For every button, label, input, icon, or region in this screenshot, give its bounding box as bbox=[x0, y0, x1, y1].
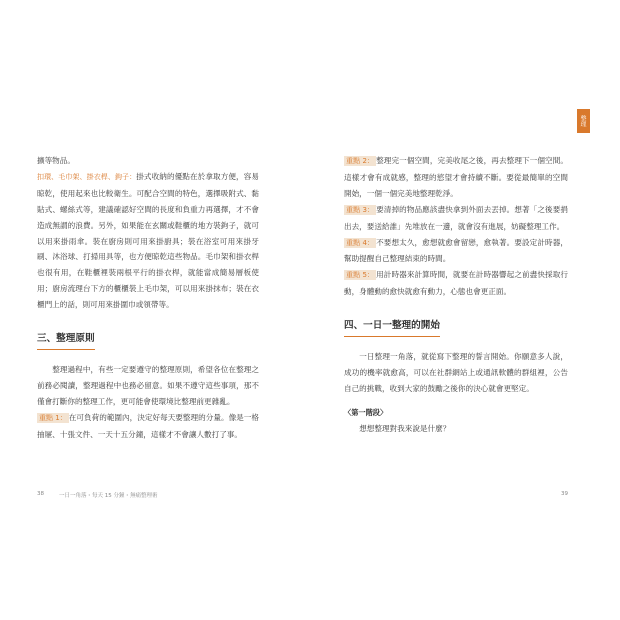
section-heading-principles: 三、整理原則 bbox=[37, 333, 95, 350]
point-3-paragraph bbox=[344, 202, 568, 235]
point-4-paragraph bbox=[344, 235, 568, 268]
right-text-column bbox=[344, 153, 568, 437]
chapter-side-tab-label: 整理 bbox=[579, 115, 586, 127]
right-page bbox=[310, 70, 590, 510]
point-5-label: 重點 5： bbox=[346, 271, 375, 280]
point-5-text: 用計時器來計算時間，就要在計時器響起之前盡快採取行動，身體動的愈快就愈有動力，心態也會更正面。 bbox=[344, 270, 568, 297]
phase-label: 〈第一階段〉 bbox=[344, 407, 388, 417]
point-1-label: 重點 1： bbox=[39, 413, 67, 422]
point-2-label: 重點 2： bbox=[346, 157, 375, 165]
point-4-label: 重點 4： bbox=[346, 238, 375, 247]
point-3-label: 重點 3： bbox=[346, 205, 375, 214]
point-3-text: 要清掉的物品應該盡快拿到外面去丟掉。想著「之後要捐出去，要送給誰」先堆放在一邊，就會沒有進展，妨礙整理工作。 bbox=[344, 204, 568, 231]
left-text-column bbox=[37, 153, 259, 443]
point-1-paragraph bbox=[37, 410, 259, 443]
right-page-number: 39 bbox=[561, 491, 568, 497]
hooks-text: 掛式收納的優點在於拿取方便，容易晾乾，使用起來也比較衛生。可配合空間的特色，選擇吸附式、黏貼式、螺絲式等，建議確認好空間的長度和負重力再選擇，才不會造成無謂的浪費。另外，如果能在玄關或鞋櫃的地方裝鉤子，就可以用來掛雨傘。裝在廚房則可用來掛廚具；裝在浴室可用來掛牙刷、沐浴球、打掃用具等，也方便晾乾這些物品。毛巾架和掛衣桿也很有用，在鞋櫃裡裝兩根平行的掛衣桿，就能當成簡易層板使用；廚房流理台下方的櫃櫃裝上毛巾架，可以用來掛抹布；裝在衣櫃門上的話，則可用來掛圍巾或領帶等。 bbox=[37, 171, 260, 310]
left-page-number: 38 bbox=[37, 491, 44, 497]
principles-paragraph: 整理過程中，有些一定要遵守的整理原則，希望各位在整理之前務必閱讀，整理過程中也務必留意。如果不遵守這些事項，那不僅會打斷你的整理工作，更可能會使環境比整理前更雜亂。 bbox=[37, 365, 259, 406]
book-spread bbox=[29, 70, 590, 510]
point-5-paragraph bbox=[344, 267, 568, 300]
intro-paragraph: 擴等物品。 bbox=[37, 156, 75, 165]
point-2-text: 整理完一個空間，完美收尾之後，再去整理下一個空間。這樣才會有成就感，整理的慾望才會持續不斷。要從最簡單的空間開始，一個一個完美地整理乾淨。 bbox=[344, 156, 568, 198]
start-paragraph: 一日整理一角落，就從寫下整理的誓言開始。你願意多人說，成功的機率就愈高，可以在社群網站上或通訊軟體的群組裡，公告自己的挑戰，收到大家的鼓勵之後你的決心就會更堅定。 bbox=[344, 352, 568, 393]
phase-question: 想想整理對我來說是什麼？ bbox=[359, 423, 451, 433]
point-2-paragraph bbox=[344, 153, 568, 202]
hooks-paragraph bbox=[37, 169, 259, 313]
section-heading-start: 四、一日一整理的開始 bbox=[344, 320, 440, 337]
left-page bbox=[29, 70, 309, 510]
running-title: 一日一角落・每天 15 分鐘・無痛整理術 bbox=[59, 493, 158, 499]
point-4-text: 不要想太久，愈想就愈會留戀，愈執著。要設定計時器，幫助提醒自己整理結束的時間。 bbox=[344, 237, 568, 264]
chapter-side-tab bbox=[577, 109, 590, 133]
hooks-keyword: 扣環、毛巾架、掛衣桿、鉤子： bbox=[37, 172, 137, 181]
point-1-text: 在可負荷的範圍內，決定好每天要整理的分量。像是一格抽屜、十張文件、一天十五分鐘，這樣才不會讓人數打了事。 bbox=[37, 412, 259, 439]
